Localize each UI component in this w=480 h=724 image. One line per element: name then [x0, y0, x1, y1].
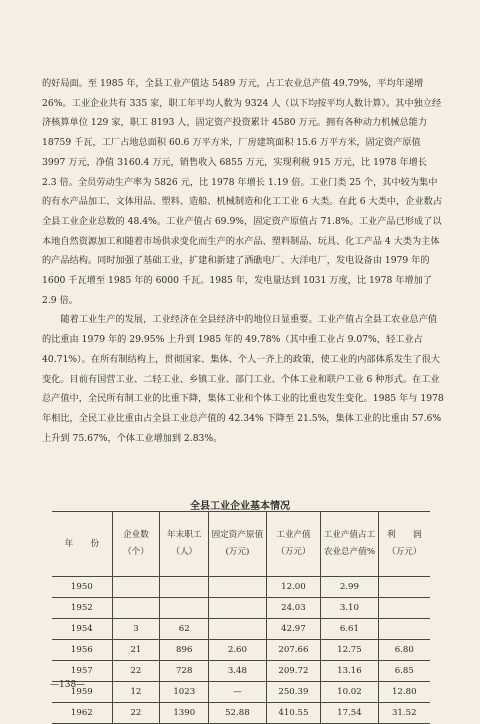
table-cell-share: 3.10 [321, 598, 378, 619]
table-cell-enterprises: 3 [112, 619, 159, 640]
table-cell-fixed-assets [209, 577, 266, 598]
table-cell-employees: 62 [160, 619, 209, 640]
header-fixed-assets: 固定资产原值(万元) [209, 512, 266, 577]
table-cell-employees: 896 [160, 640, 209, 661]
table-cell-employees: 1023 [160, 682, 209, 703]
table-header-row [52, 512, 430, 577]
table-cell-enterprises [112, 577, 159, 598]
table-cell-fixed-assets: 2.60 [209, 640, 266, 661]
table-cell-share: 12.75 [321, 640, 378, 661]
table-cell-fixed-assets: 52.88 [209, 703, 266, 724]
table-cell-profit: 12.80 [378, 682, 430, 703]
table-row [52, 598, 430, 619]
table-cell-enterprises: 22 [112, 661, 159, 682]
table-cell-year: 1962 [52, 703, 112, 724]
table-cell-enterprises: 12 [112, 682, 159, 703]
table-cell-year: 1957 [52, 661, 112, 682]
table-cell-year: 1959 [52, 682, 112, 703]
table-cell-profit [378, 598, 430, 619]
table-cell-year: 1950 [52, 577, 112, 598]
table-row [52, 682, 430, 703]
table-title: 全县工业企业基本情况 [190, 501, 290, 512]
header-year: 年 份 [52, 512, 112, 577]
table-cell-output: 250.39 [266, 682, 321, 703]
table-cell-share: 17.54 [321, 703, 378, 724]
table-cell-output: 410.55 [266, 703, 321, 724]
table-cell-output: 209.72 [266, 661, 321, 682]
table-row [52, 577, 430, 598]
table-cell-employees [160, 598, 209, 619]
header-share: 工业产值占工农业总产值% [321, 512, 378, 577]
table-cell-employees: 728 [160, 661, 209, 682]
table-cell-profit: 6.85 [378, 661, 430, 682]
table-cell-share: 6.61 [321, 619, 378, 640]
table-cell-profit [378, 619, 430, 640]
body-text [42, 74, 444, 448]
table-cell-profit [378, 577, 430, 598]
table-cell-fixed-assets: — [209, 682, 266, 703]
header-profit: 利 润（万元） [378, 512, 430, 577]
table-cell-profit: 6.80 [378, 640, 430, 661]
table-cell-share: 2.99 [321, 577, 378, 598]
table-cell-employees: 1390 [160, 703, 209, 724]
header-employees: 年末职工（人） [160, 512, 209, 577]
table-row [52, 619, 430, 640]
table-cell-year: 1956 [52, 640, 112, 661]
table-cell-profit: 31.52 [378, 703, 430, 724]
table-cell-fixed-assets [209, 598, 266, 619]
table-cell-enterprises [112, 598, 159, 619]
paragraph: 的好局面。至 1985 年，全县工业产值达 5489 万元，占工农业总产值 49.79%，平均年递增 26%。工业企业共有 335 家，职工年平均人数为 9324 人（以下均按平均人数计算）。其中独立经济核算单位 129 家，职工 8193 人，固定资产投资累计 4580 万元。拥有各种动力机械总能力 18759 千瓦，工厂占地总面积 60.6 万平方米，厂房建筑面积 15.6 万平方米，固定资产原值 3997 万元，净值 3160.4 万元，销售收入 6855 万元，实现利税 915 万元，比 1978 年增长 2.3 倍。全员劳动生产率为 5826 元，比 1978 年增长 1.19 倍。工业门类 25 个，其中较为集中的有水产品加工、文体用品、塑料、造船、机械制造和化工工业 6 大类。在此 6 大类中，企业数占全县工业企业总数的 48.4%。工业产值占 69.9%，固定资产原值占 71.8%。工业产品已形成了以本地自然资源加工和随着市场供求变化而生产的水产品、塑料制品、玩具、化工产品 4 大类为主体的产品结构。同时加强了基础工业，扩建和新建了洒礁电厂、大洋电厂，发电设备由 1979 年的 1600 千瓦增至 1985 年的 6000 千瓦。1985 年，发电量达到 1031 万度，比 1978 年增加了 2.9 倍。 [42, 78, 443, 306]
table-cell-share: 13.16 [321, 661, 378, 682]
table-cell-output: 12.00 [266, 577, 321, 598]
paragraph: 随着工业生产的发展，工业经济在全县经济中的地位日显重要。工业产值占全县工农业总产值的比重由 1979 年的 29.95% 上升到 1985 年的 49.78%（其中重工业占 9.07%，轻工业占 40.71%）。在所有制结构上，贯彻国家、集体、个人一齐上的政策，使工业的内部体系发生了很大变化。目前有国营工业、二轻工业、乡镇工业、部门工业、个体工业和联户工业 6 种形式。在工业总产值中，全民所有制工业的比重下降，集体工业和个体工业的比重也发生变化。1985 年与 1978 年相比，全民工业比重由占全县工业总产值的 42.34% 下降至 21.5%，集体工业的比重由 57.6% 上升到 75.67%，个体工业增加到 2.83%。 [42, 314, 444, 444]
header-output: 工业产值（万元） [266, 512, 321, 577]
page-number: —138— [50, 680, 86, 690]
table-row [52, 640, 430, 661]
table-cell-fixed-assets: 3.48 [209, 661, 266, 682]
table-row [52, 703, 430, 724]
table-cell-enterprises: 22 [112, 703, 159, 724]
table-cell-output: 24.03 [266, 598, 321, 619]
table-cell-output: 207.66 [266, 640, 321, 661]
table-cell-output: 42.97 [266, 619, 321, 640]
enterprise-table [52, 511, 430, 724]
table-cell-fixed-assets [209, 619, 266, 640]
table-body [52, 577, 430, 724]
table-cell-employees [160, 577, 209, 598]
table-row [52, 661, 430, 682]
table-cell-year: 1954 [52, 619, 112, 640]
table-cell-year: 1952 [52, 598, 112, 619]
header-enterprises: 企业数（个） [112, 512, 159, 577]
table-cell-share: 10.02 [321, 682, 378, 703]
table-cell-enterprises: 21 [112, 640, 159, 661]
